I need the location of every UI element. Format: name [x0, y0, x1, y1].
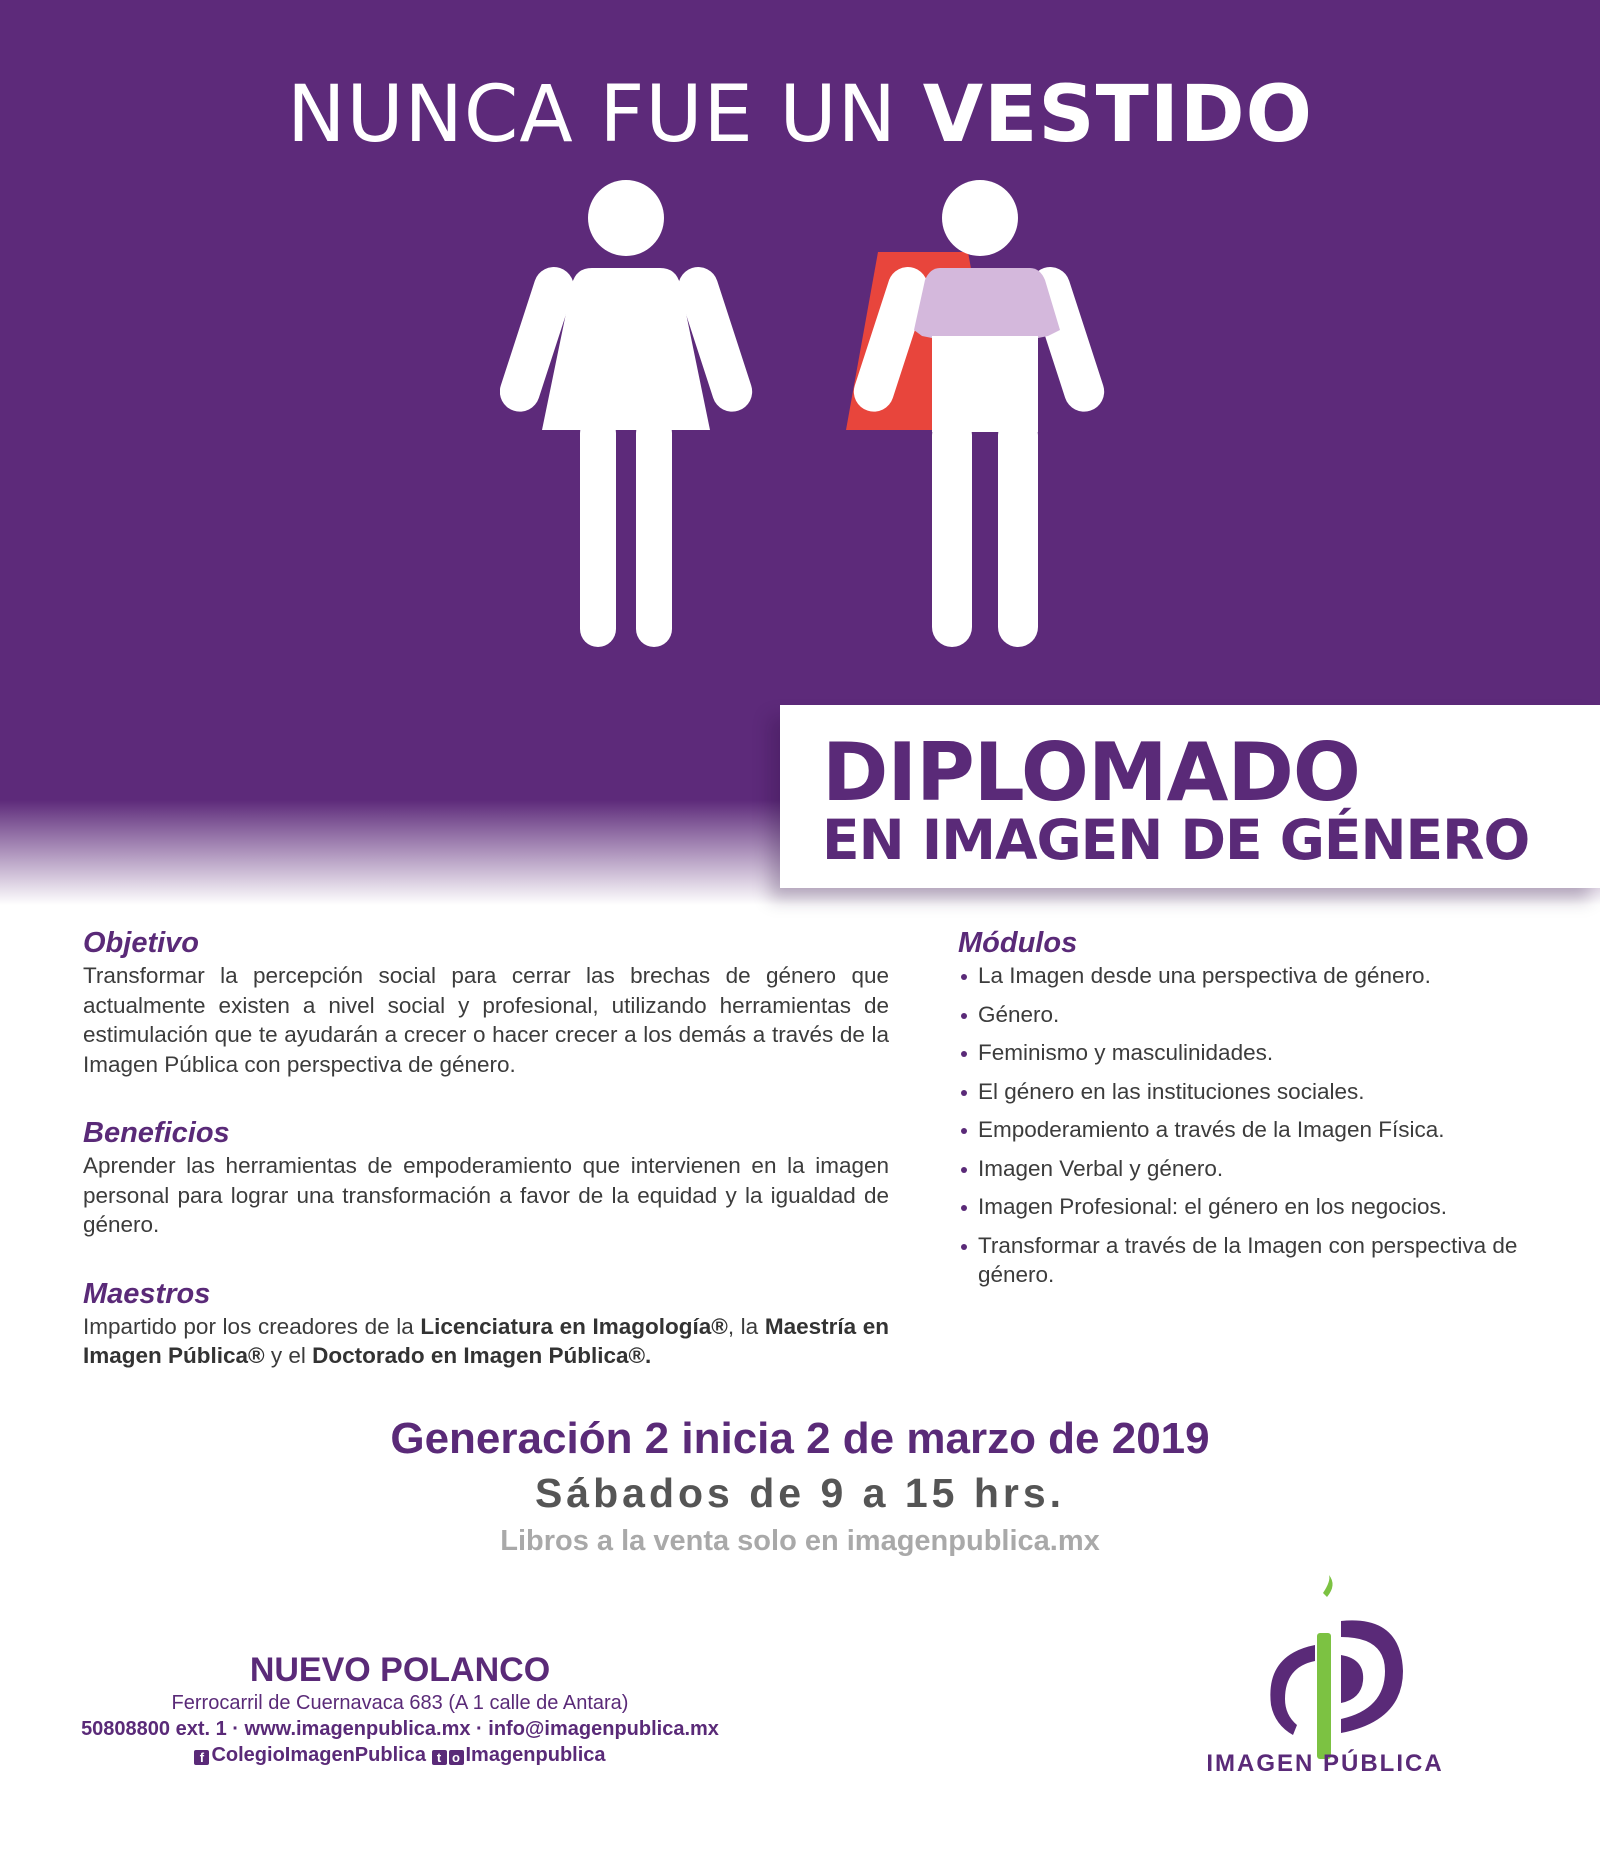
objetivo-text: Transformar la percepción social para cerrar las brechas de género que actualmente existen a nivel social y profesional, utilizando herramientas de estimulación que te ayudarán a crecer o hacer crecer a los demás a través de la Imagen Pública con perspectiva de género.	[83, 963, 889, 1077]
maestros-text-2: , la	[727, 1313, 765, 1339]
hero-title	[0, 70, 1600, 160]
facebook-handle[interactable]: ColegioImagenPublica	[211, 1744, 426, 1766]
modulo-item: Género.	[958, 1000, 1558, 1030]
campus-name: NUEVO POLANCO	[249, 1651, 551, 1689]
maestros-bold-2: Maestría en Imagen Pública®	[83, 1313, 890, 1368]
maestros-text	[83, 1312, 889, 1371]
modulo-item: Imagen Verbal y género.	[958, 1154, 1558, 1184]
social-handle[interactable]: Imagenpublica	[465, 1744, 606, 1766]
campus-address: Ferrocarril de Cuernavaca 683 (A 1 calle de Antara)	[171, 1692, 629, 1714]
maestros-text-3: y el	[264, 1343, 313, 1368]
hero-title-bold: VESTIDO	[922, 70, 1313, 160]
modulo-item: Imagen Profesional: el género en los negocios.	[958, 1192, 1558, 1222]
modulos-heading: Módulos	[958, 927, 1078, 959]
shirt-shape	[914, 268, 1060, 338]
contact-line: 50808800 ext. 1 · www.imagenpublica.mx · info@imagenpublica.mx	[81, 1718, 719, 1740]
superhero-figure-icon	[846, 180, 1109, 647]
beneficios-heading: Beneficios	[83, 1117, 230, 1149]
modulo-item: El género en las instituciones sociales.	[958, 1077, 1558, 1107]
facebook-icon: f	[194, 1750, 209, 1765]
woman-figure-icon	[500, 180, 757, 647]
schedule-days: Sábados de 9 a 15 hrs.	[534, 1470, 1066, 1516]
maestros-text-1: Impartido por los creadores de la	[83, 1313, 421, 1339]
generation-line: Generación 2 inicia 2 de marzo de 2019	[390, 1414, 1210, 1463]
maestros-section	[83, 1276, 889, 1371]
maestros-heading: Maestros	[83, 1277, 211, 1310]
modulo-item: Feminismo y masculinidades.	[958, 1038, 1558, 1068]
diploma-subtitle: EN IMAGEN DE GÉNERO	[822, 808, 1530, 872]
instagram-icon: o	[449, 1750, 464, 1765]
modulo-item: La Imagen desde una perspectiva de género.	[958, 961, 1558, 991]
maestros-bold-3: Doctorado en Imagen Pública®.	[312, 1343, 652, 1368]
maestros-bold-1: Licenciatura en Imagología®	[420, 1313, 728, 1339]
social-line	[40, 1742, 760, 1768]
modulos-list	[958, 961, 1558, 1290]
modulo-item: Empoderamiento a través de la Imagen Física.	[958, 1115, 1558, 1145]
hero-title-light: NUNCA FUE UN	[287, 70, 897, 160]
diploma-box	[780, 705, 1600, 888]
objetivo-section	[83, 925, 889, 1079]
right-column	[958, 925, 1558, 1326]
objetivo-heading: Objetivo	[83, 927, 200, 959]
modulo-item: Transformar a través de la Imagen con perspectiva de género.	[958, 1231, 1558, 1290]
beneficios-text: Aprender las herramientas de empoderamiento que intervienen en la imagen personal para lograr una transformación a favor de la equidad y la igualdad de género.	[83, 1153, 889, 1237]
contact-block	[40, 1650, 760, 1768]
figures-illustration	[500, 180, 1120, 690]
diploma-title: DIPLOMADO	[822, 726, 1360, 819]
beneficios-section	[83, 1115, 889, 1240]
logo-text: IMAGEN PÚBLICA	[1206, 1750, 1444, 1777]
left-column	[83, 925, 889, 1407]
books-line: Libros a la venta solo en imagenpublica.mx	[500, 1525, 1100, 1557]
twitter-icon: t	[432, 1750, 447, 1765]
modulos-section	[958, 925, 1558, 1290]
